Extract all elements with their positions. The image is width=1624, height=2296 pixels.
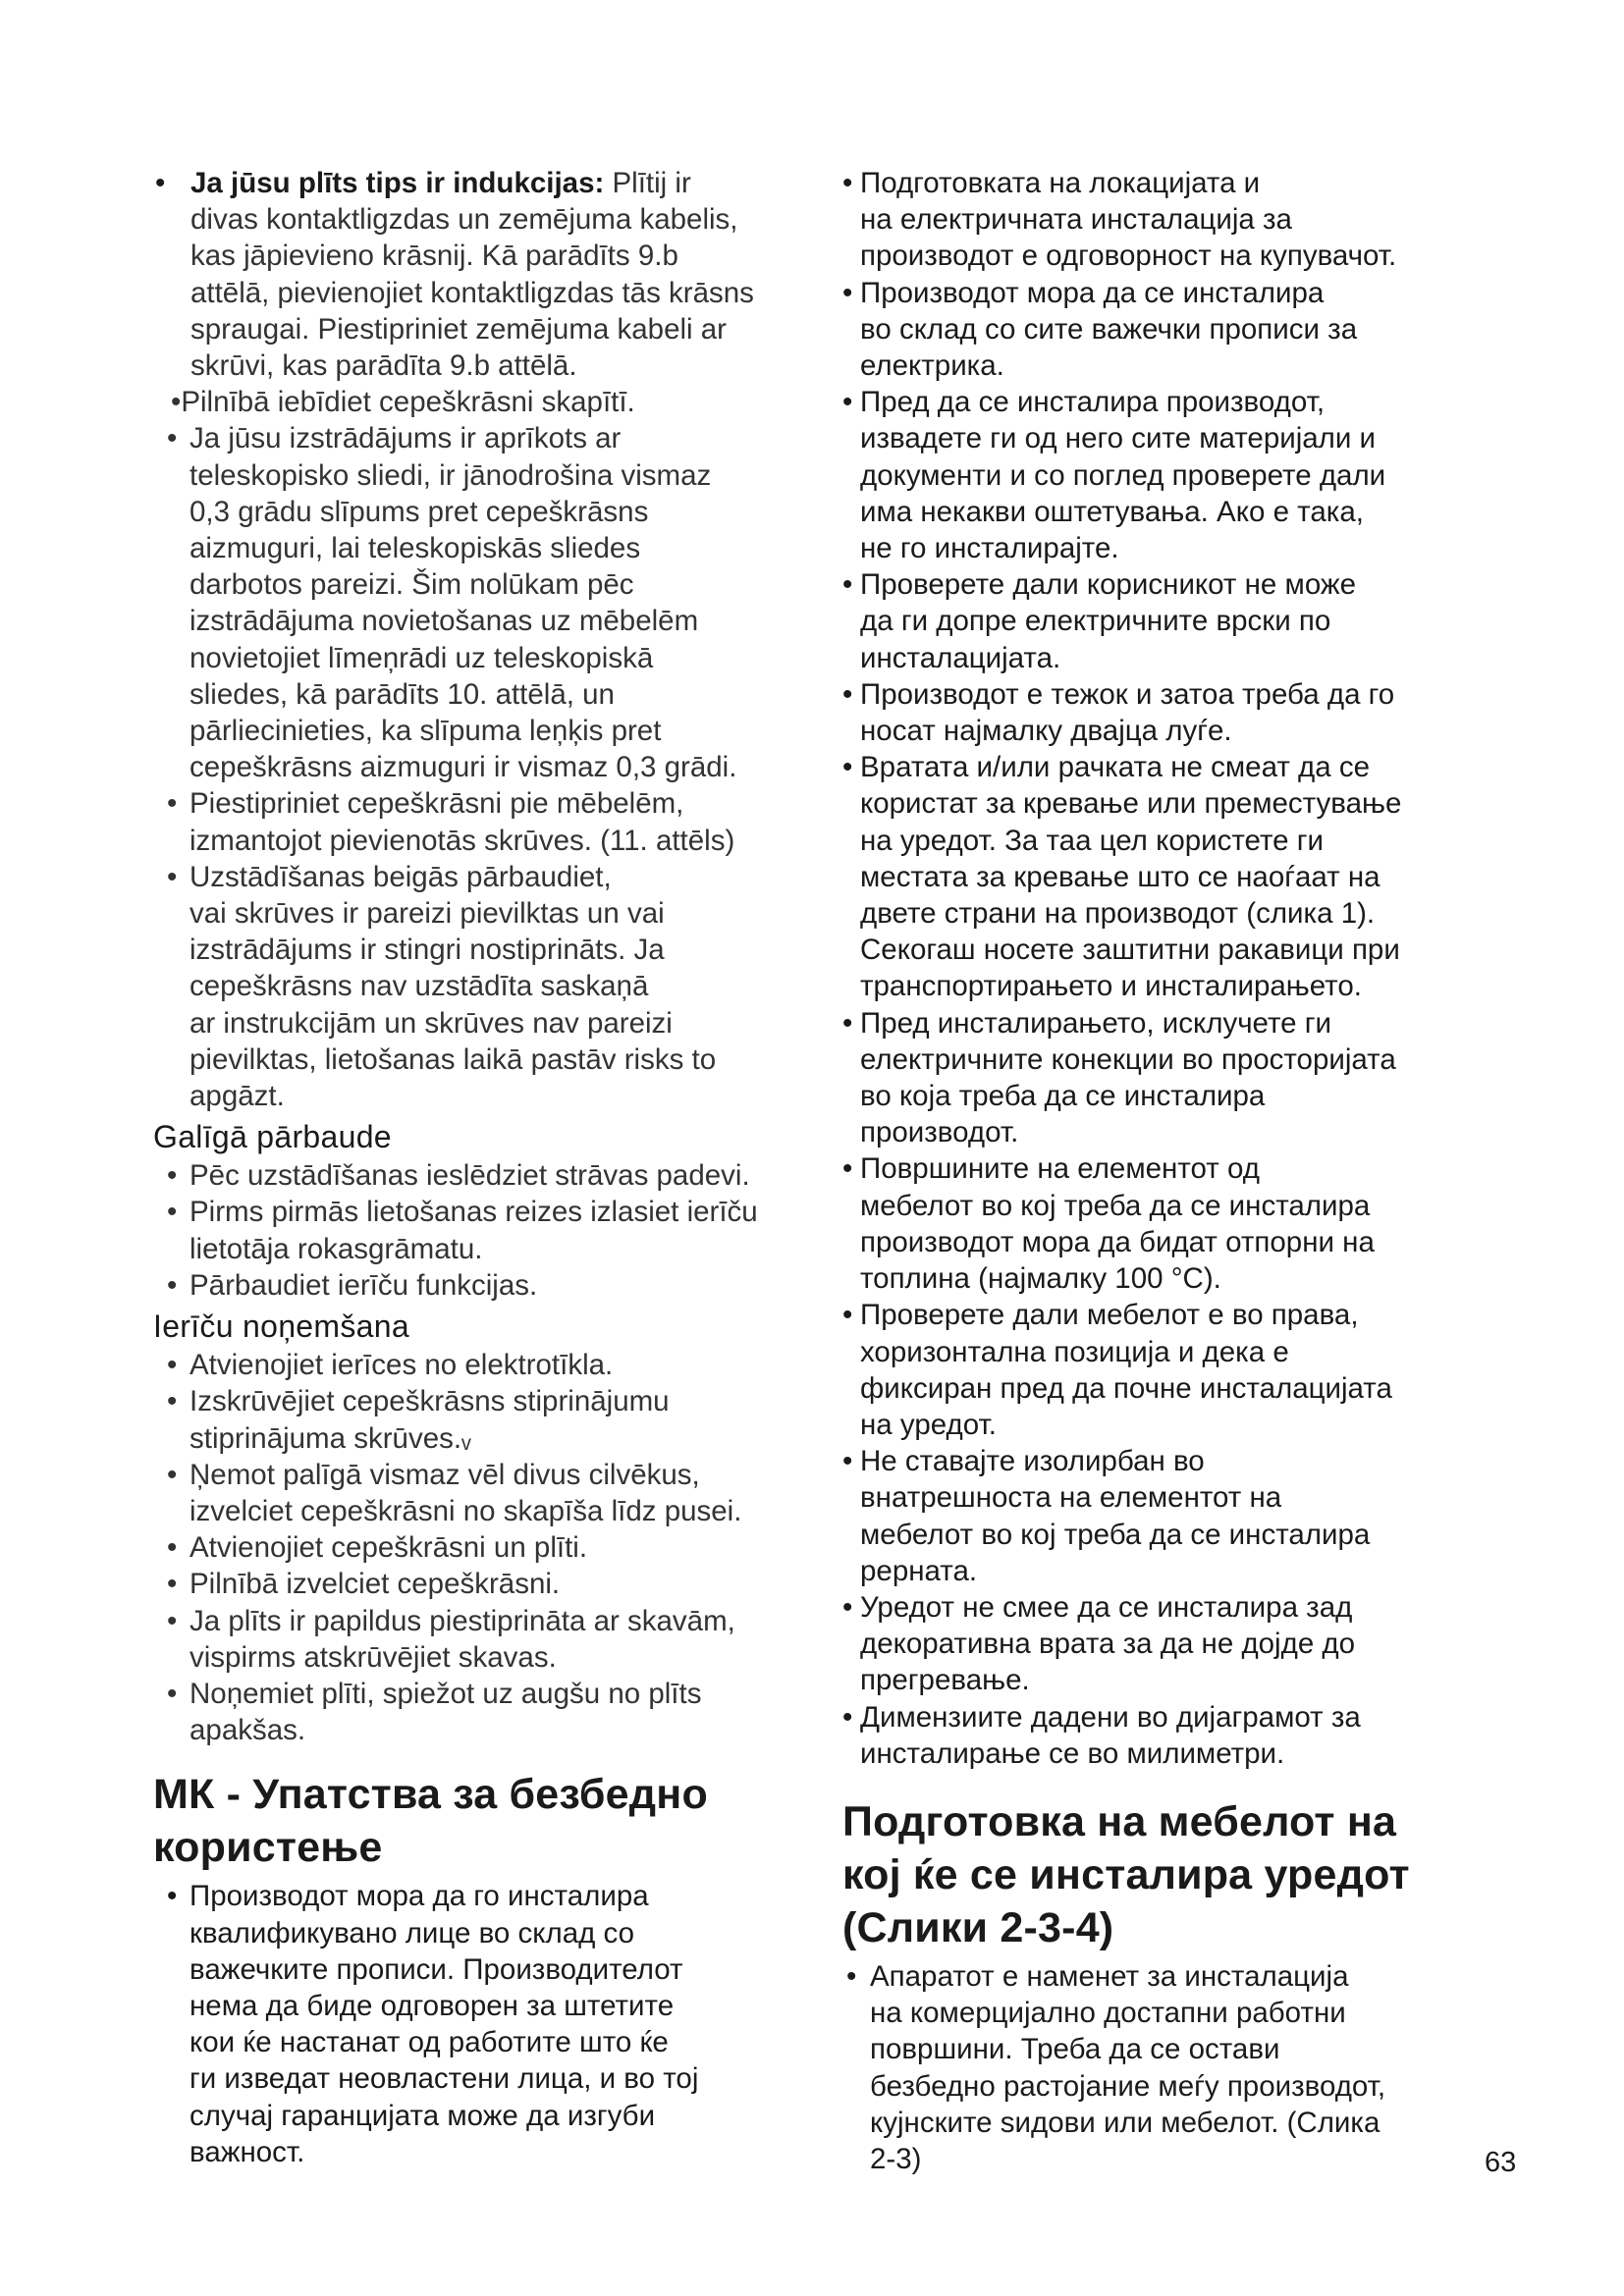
bullet-marker: •	[842, 1006, 853, 1040]
list-item-line: нема да биде одговорен за штетите	[189, 1989, 675, 2022]
list-item-line: izvelciet cepeškrāsni no skapīša līdz pusei.	[189, 1494, 742, 1527]
heading-line: МК - Упатства за безбедно	[153, 1771, 708, 1819]
list-item-line: топлина (најмалку 100 °C).	[860, 1262, 1221, 1296]
list-item-line: има некакви оштетувања. Ако е така,	[860, 495, 1364, 528]
bullet-marker: •	[842, 1152, 853, 1186]
list-item-line: производот е одговорност на купувачот.	[860, 240, 1397, 273]
list-item-line: Вратата и/или рачката не смеат да се	[860, 751, 1371, 784]
list-item-line: teleskopisko sliedi, ir jānodrošina vismaz	[189, 458, 712, 492]
list-item	[153, 1157, 831, 1194]
list-item-line: Пред инсталирањето, исклучете ги	[860, 1006, 1332, 1040]
list-item	[842, 1297, 1520, 1443]
bullet-marker: •	[155, 167, 166, 199]
list-item-line: cepeškrāsns aizmuguri ir vismaz 0,3 grādi.	[189, 751, 737, 784]
list-item-line: документи и со поглед проверете дали	[860, 458, 1386, 492]
list-item-line: Уредот не смее да се инсталира зад	[860, 1590, 1353, 1624]
list-item-line: фиксиран пред да почне инсталацијата	[860, 1371, 1392, 1405]
list-item-line: Ņemot palīgā vismaz vēl divus cilvēkus,	[189, 1458, 700, 1491]
list-item	[842, 1699, 1520, 1772]
list-item	[153, 420, 831, 785]
list-item-line: во склад со сите важечки прописи за	[860, 312, 1358, 346]
list-item	[842, 1005, 1520, 1151]
bullet-marker: •	[167, 1604, 178, 1637]
list-item-line: важност.	[189, 2135, 305, 2168]
list-item-line: Ja jūsu izstrādājums ir aprīkots ar	[189, 422, 622, 455]
heading-line: кој ќе се инсталира уредот	[842, 1850, 1410, 1898]
list-item-line: apgāzt.	[189, 1080, 285, 1113]
list-item-line: vispirms atskrūvējiet skavas.	[189, 1640, 557, 1674]
list-item-line: мебелот во кој треба да се инсталира	[860, 1518, 1371, 1551]
list-item-line: извадете ги од него сите материјали и	[860, 422, 1377, 455]
bullet-marker: •	[842, 568, 853, 602]
list-item-line: мебелот во кој треба да се инсталира	[860, 1189, 1371, 1222]
induction-lead: Ja jūsu plīts tips ir indukcijas:	[190, 167, 605, 199]
list-item-line: Проверете дали корисникот не може	[860, 568, 1357, 602]
list-item-line: важечките прописи. Производителот	[189, 1952, 683, 1986]
list-item-line: електричните конекции во просторијата	[860, 1042, 1396, 1076]
bullet-marker: •	[842, 677, 853, 711]
bullet-marker: •	[842, 1445, 853, 1478]
list-item-line: двете страни на производот (слика 1).	[860, 897, 1376, 931]
induction-line: divas kontaktligzdas un zemējuma kabelis,	[190, 203, 738, 237]
list-item-line: pārliecinieties, ka slīpuma leņķis pret	[189, 715, 662, 748]
list-item-line: Секогаш носете заштитни ракавици при	[860, 934, 1400, 967]
heading-line: (Слики 2-3-4)	[842, 1903, 1114, 1951]
list-item	[842, 1589, 1520, 1699]
list-item	[842, 676, 1520, 749]
list-item-line: Atvienojiet ierīces no elektrotīkla.	[189, 1349, 614, 1382]
list-item	[153, 785, 831, 858]
list-item	[153, 1383, 831, 1456]
list-item-line: Pēc uzstādīšanas ieslēdziet strāvas padevi.	[189, 1159, 750, 1193]
bullet-marker: •	[842, 276, 853, 309]
bullet-marker: •	[167, 422, 178, 455]
list-item-line: безбедно растојание меѓу производот,	[870, 2069, 1386, 2103]
induction-line: Plītij ir	[604, 167, 691, 199]
section-heading-mk-safety	[153, 1768, 831, 1874]
bullet-marker: •	[167, 1531, 178, 1565]
induction-line: skrūvi, kas parādīta 9.b attēlā.	[190, 349, 577, 383]
bullet-marker: •	[842, 1590, 853, 1624]
bullet-marker: •	[842, 751, 853, 784]
left-column	[153, 165, 831, 2170]
list-item-line: apakšas.	[189, 1714, 306, 1747]
bullet-marker: •	[842, 167, 853, 199]
list-item-line: sliedes, kā parādīts 10. attēlā, un	[189, 677, 615, 711]
list-item-line: cepeškrāsns nav uzstādīta saskaņā	[189, 970, 649, 1003]
bullet-marker: •	[842, 1299, 853, 1332]
list-item-line: Производот е тежок и затоа треба да го	[860, 677, 1395, 711]
list-item	[842, 1958, 1520, 2177]
right-column	[842, 165, 1520, 2177]
section-heading-removal: Ierīču noņemšana	[153, 1308, 409, 1345]
list-item-line: Piestipriniet cepeškrāsni pie mēbelēm,	[189, 787, 684, 821]
list-item-line: на уредот. За таа цел користете ги	[860, 824, 1324, 857]
list-item-text: Pilnībā iebīdiet cepeškrāsni skapītī.	[181, 386, 635, 419]
bullet-marker: •	[171, 386, 182, 419]
list-item	[153, 1347, 831, 1383]
list-item-line: lietotāja rokasgrāmatu.	[189, 1232, 483, 1265]
list-item	[153, 1676, 831, 1748]
section-heading-final-check: Galīgā pārbaude	[153, 1119, 392, 1155]
list-item-line: да ги допре електричните врски по	[860, 605, 1331, 638]
induction-line: spraugai. Piestipriniet zemējuma kabeli ar	[190, 312, 728, 346]
list-item-line: ги изведат неовластени лица, и во тој	[189, 2062, 699, 2096]
list-item	[153, 859, 831, 1114]
list-item-line: Димензиите дадени во дијаграмот за	[860, 1700, 1361, 1734]
list-item-line: местата за кревање што се наоѓаат на	[860, 860, 1380, 893]
list-item-line: рерната.	[860, 1554, 978, 1587]
list-item-line: на електричната инсталација за	[860, 203, 1292, 237]
list-item-line: Не ставајте изолирбан во	[860, 1445, 1205, 1478]
list-item-line: користат за кревање или преместување	[860, 787, 1402, 821]
list-item-line: инсталацијата.	[860, 641, 1061, 674]
bullet-marker: •	[167, 1349, 178, 1382]
bullet-marker: •	[167, 787, 178, 821]
bullet-marker: •	[167, 1568, 178, 1601]
list-item-line: izstrādājums ir stingri nostiprināts. Ja	[189, 934, 665, 967]
list-item-line: производот мора да бидат отпорни на	[860, 1225, 1375, 1258]
list-item-line: декоративна врата за да не дојде до	[860, 1628, 1356, 1661]
list-item-line: Површините на елементот од	[860, 1152, 1260, 1186]
list-item-line: Ja plīts ir papildus piestiprināta ar skavām,	[189, 1604, 735, 1637]
list-item-line: darbotos pareizi. Šim nolūkam pēc	[189, 568, 634, 602]
list-item-line: не го инсталирајте.	[860, 532, 1119, 565]
list-item-line: Pirms pirmās lietošanas reizes izlasiet ierīču	[189, 1196, 758, 1229]
list-item-line: квалификувано лице во склад со	[189, 1916, 635, 1949]
list-item-line: хоризонтална позиција и дека е	[860, 1335, 1289, 1368]
heading-line: Подготовка на мебелот на	[842, 1797, 1397, 1845]
bullet-marker: •	[167, 1677, 178, 1710]
list-item-line: Производот мора да се инсталира	[860, 276, 1325, 309]
list-item	[153, 1267, 831, 1304]
list-item-line: 2-3)	[870, 2142, 922, 2175]
bullet-marker: •	[167, 1880, 178, 1913]
list-item	[842, 275, 1520, 385]
page-number: 63	[1485, 2147, 1517, 2178]
list-item-line: stiprinājuma skrūves.ᵥ	[189, 1421, 471, 1455]
bullet-marker: •	[167, 1458, 178, 1491]
list-item	[842, 384, 1520, 566]
bullet-marker: •	[167, 1268, 178, 1302]
list-item-line: во која треба да се инсталира	[860, 1080, 1266, 1113]
list-item-line: vai skrūves ir pareizi pievilktas un vai	[189, 897, 665, 931]
list-item-line: инсталирање се во милиметри.	[860, 1736, 1285, 1770]
bullet-marker: •	[167, 1385, 178, 1418]
list-item-line: Производот мора да го инсталира	[189, 1880, 649, 1913]
bullet-marker: •	[842, 386, 853, 419]
list-item-line: Апаратот е наменет за инсталација	[870, 1959, 1349, 1993]
list-item-line: pievilktas, lietošanas laikā pastāv risks to	[189, 1042, 717, 1076]
list-item-line: izmantojot pievienotās skrūves. (11. attēls)	[189, 824, 735, 857]
list-item-line: Подготовката на локацијата и	[860, 167, 1261, 199]
list-item	[153, 1566, 831, 1602]
bullet-marker: •	[167, 1159, 178, 1193]
list-item-line: транспортирањето и инсталирањето.	[860, 970, 1362, 1003]
list-item-line: Izskrūvējiet cepeškrāsns stiprinājumu	[189, 1385, 670, 1418]
induction-line: attēlā, pievienojiet kontaktligzdas tās krāsns	[190, 276, 754, 309]
list-item-line: кои ќе настанат од работите што ќе	[189, 2026, 669, 2059]
list-item-line: Pilnībā izvelciet cepeškrāsni.	[189, 1568, 561, 1601]
bullet-marker: •	[167, 860, 178, 893]
list-item-line: 0,3 grādu slīpums pret cepeškrāsns	[189, 495, 649, 528]
list-item	[842, 749, 1520, 1004]
list-item-line: на комерцијално достапни работни	[870, 1997, 1346, 2030]
bullet-marker: •	[167, 1196, 178, 1229]
list-item-line: izstrādājuma novietošanas uz mēbelēm	[189, 605, 699, 638]
list-item-line: производот.	[860, 1116, 1019, 1149]
list-item-line: aizmuguri, lai teleskopiskās sliedes	[189, 532, 641, 565]
list-item	[153, 1878, 831, 2170]
list-item	[842, 566, 1520, 676]
list-item	[153, 1603, 831, 1676]
induction-paragraph	[153, 165, 831, 384]
list-item-line: Uzstādīšanas beigās pārbaudiet,	[189, 860, 612, 893]
list-item-line: случај гаранцијата може да изгуби	[189, 2099, 656, 2132]
list-item-line: novietojiet līmeņrādi uz teleskopiskā	[189, 641, 654, 674]
induction-line: kas jāpievieno krāsnij. Kā parādīts 9.b	[190, 240, 678, 273]
heading-line: користење	[153, 1824, 383, 1872]
list-item-line: ar instrukcijām un skrūves nav pareizi	[189, 1006, 673, 1040]
list-item	[153, 1457, 831, 1529]
list-item-line: прегревање.	[860, 1664, 1030, 1697]
list-item	[153, 1529, 831, 1566]
section-heading-furniture-prep	[842, 1795, 1520, 1954]
list-item	[842, 1443, 1520, 1589]
list-item	[842, 1150, 1520, 1297]
bullet-marker: •	[842, 1700, 853, 1734]
list-item-line: носат најмалку двајца луѓе.	[860, 715, 1232, 748]
list-item-line: кујнските ѕидови или мебелот. (Слика	[870, 2106, 1380, 2139]
list-item-line: Проверете дали мебелот е во права,	[860, 1299, 1359, 1332]
list-item-line: електрика.	[860, 349, 1004, 383]
list-item-line: Pārbaudiet ierīču funkcijas.	[189, 1268, 538, 1302]
list-item	[842, 165, 1520, 275]
list-item	[153, 1194, 831, 1266]
list-item-line: Noņemiet plīti, spiežot uz augšu no plīts	[189, 1677, 702, 1710]
list-item-line: на уредот.	[860, 1408, 997, 1441]
list-item-line: Atvienojiet cepeškrāsni un plīti.	[189, 1531, 588, 1565]
list-item-line: внатрешноста на елементот на	[860, 1481, 1282, 1515]
list-item	[153, 384, 831, 420]
list-item-line: површини. Треба да се остави	[870, 2033, 1280, 2066]
bullet-marker: •	[846, 1959, 857, 1993]
list-item-line: Пред да се инсталира производот,	[860, 386, 1326, 419]
